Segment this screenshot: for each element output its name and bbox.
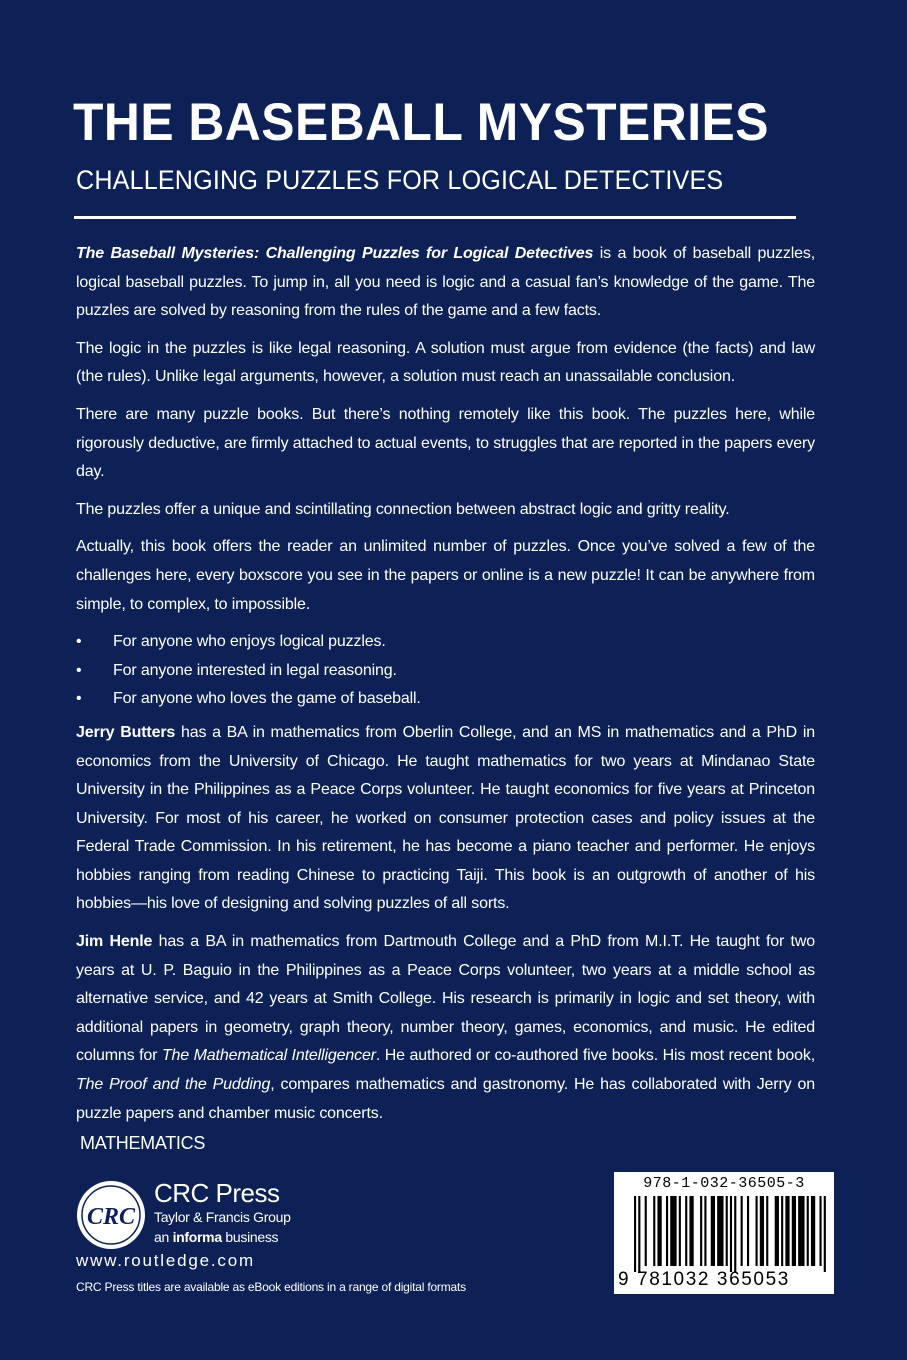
- barcode-bar: [685, 1196, 687, 1266]
- blurb-paragraph-1: [76, 240, 815, 326]
- author-bio-henle: [76, 928, 815, 1128]
- barcode-bar: [756, 1196, 758, 1266]
- book-title: THE BASEBALL MYSTERIES: [73, 93, 769, 152]
- barcode-bar: [760, 1196, 764, 1266]
- publisher-website: www.routledge.com: [76, 1251, 255, 1270]
- journal-title: The Mathematical Intelligencer: [161, 1047, 376, 1065]
- barcode-bar: [638, 1196, 640, 1272]
- barcode-bar: [711, 1196, 715, 1266]
- barcode-bar: [670, 1196, 676, 1266]
- audience-item: • For anyone who enjoys logical puzzles.: [76, 628, 815, 657]
- barcode-bar: [766, 1196, 768, 1266]
- barcode-bars: [634, 1196, 828, 1272]
- blurb-paragraph-2: The logic in the puzzles is like legal reasoning. A solution must argue from evidence (the facts) and law (the rules). Unlike legal arguments, however, a solution must reach an unassailable conclusion.: [76, 339, 815, 386]
- ean-digits: 9 781032 365053: [618, 1269, 790, 1290]
- informa-prefix: an: [154, 1229, 173, 1245]
- barcode-bar: [653, 1196, 655, 1266]
- audience-list: [76, 628, 815, 714]
- barcode-bar: [747, 1196, 749, 1266]
- barcode-bar: [666, 1196, 668, 1266]
- isbn-number: 978-1-032-36505-3: [643, 1175, 805, 1192]
- barcode-bar: [775, 1196, 779, 1266]
- author-bio-henle-text-1: has a BA in mathematics from Dartmouth College and a PhD from M.I.T. He taught for two years at U. P. Baguio in the Philippines as a Peace Corps volunteer, two years at a middle school as alternative service, and 42 years at Smith College. His research is primarily in logic and set theory, with additional papers in geometry, graph theory, number theory, games, economics, and music. He edited columns for: [76, 933, 815, 1065]
- barcode-bar: [700, 1196, 702, 1266]
- blurb-paragraph-3: There are many puzzle books. But there’s nothing remotely like this book. The puzzles here, while rigorously deductive, are firmly attached to actual events, to struggles that are reported in the papers every day.: [76, 405, 815, 481]
- barcode-bar: [798, 1196, 804, 1266]
- barcode-bar: [785, 1196, 789, 1266]
- logo-text: CRC: [86, 1204, 136, 1230]
- previous-book-title: The Proof and the Pudding: [76, 1076, 271, 1094]
- barcode-bar: [792, 1196, 796, 1266]
- blurb-book-title: The Baseball Mysteries: Challenging Puzzles for Logical Detectives: [76, 245, 594, 262]
- author-bio-butters-text: has a BA in mathematics from Oberlin College, and an MS in mathematics and a PhD in economics from the University of Chicago. He taught mathematics for two years at Mindanao State University in the Philippines as a Peace Corps volunteer. He taught economics for five years at Princeton University. For most of his career, he worked on consumer protection cases and policy issues at the Federal Trade Commission. In his retirement, he has become a piano teacher and performer. He enjoys hobbies ranging from reading Chinese to practicing Taiji. This book is an outgrowth of another of his hobbies—his love of designing and solving puzzles of all sorts.: [76, 723, 815, 913]
- author-bio-butters: [76, 719, 815, 919]
- blurb-paragraph-4: The puzzles offer a unique and scintillating connection between abstract logic and gritty reality.: [76, 500, 730, 518]
- informa-word: informa: [172, 1229, 222, 1245]
- barcode-bar: [634, 1196, 636, 1272]
- barcode-bar: [645, 1196, 647, 1266]
- crc-press-logo: [76, 1180, 146, 1250]
- barcode-bar: [819, 1196, 821, 1266]
- barcode-bar: [704, 1196, 706, 1266]
- barcode-bar: [730, 1196, 732, 1272]
- barcode-bar: [717, 1196, 723, 1266]
- barcode-bar: [679, 1196, 681, 1266]
- barcode-bar: [657, 1196, 661, 1266]
- title-divider: [74, 216, 796, 219]
- ebook-note: CRC Press titles are available as eBook editions in a range of digital formats: [76, 1280, 466, 1294]
- author-bio-henle-text-3: , compares mathematics and gastronomy. He has collaborated with Jerry on puzzle papers and chamber music concerts.: [76, 1076, 815, 1122]
- barcode-bar: [824, 1196, 826, 1272]
- blurb-p1-text: is a book of baseball puzzles, logical baseball puzzles. To jump in, all you need is logic and a casual fan’s knowledge of the game. The puzzles are solved by reasoning from the rules of the game and a few facts.: [76, 245, 816, 320]
- barcode-bar: [741, 1196, 743, 1266]
- barcode-bar: [807, 1196, 809, 1266]
- blurb-paragraph-5: Actually, this book offers the reader an unlimited number of puzzles. Once you’ve solved a few of the challenges here, every boxscore you see in the papers or online is a new puzzle! It can be anywhere from simple, to complex, to impossible.: [76, 538, 815, 613]
- author-name-henle: Jim Henle: [76, 933, 153, 951]
- barcode-bar: [811, 1196, 815, 1266]
- audience-item: • For anyone interested in legal reasoning.: [76, 657, 815, 686]
- publisher-name: CRC Press: [154, 1178, 280, 1208]
- informa-suffix: business: [221, 1229, 279, 1245]
- publisher-group: Taylor & Francis Group: [154, 1209, 291, 1225]
- isbn-barcode: [614, 1172, 834, 1294]
- barcode-bar: [726, 1196, 728, 1266]
- author-name-butters: Jerry Butters: [76, 723, 176, 741]
- author-bio-henle-text-2: . He authored or co-authored five books. His most recent book,: [375, 1047, 816, 1065]
- audience-item: • For anyone who loves the game of baseball.: [76, 685, 815, 714]
- barcode-bar: [734, 1196, 736, 1272]
- back-cover-text: [76, 240, 815, 1137]
- subject-category: MATHEMATICS: [80, 1133, 206, 1153]
- publisher-informa-line: [154, 1228, 278, 1246]
- book-subtitle: CHALLENGING PUZZLES FOR LOGICAL DETECTIVES: [76, 165, 724, 195]
- barcode-bar: [781, 1196, 783, 1266]
- barcode-bar: [689, 1196, 693, 1266]
